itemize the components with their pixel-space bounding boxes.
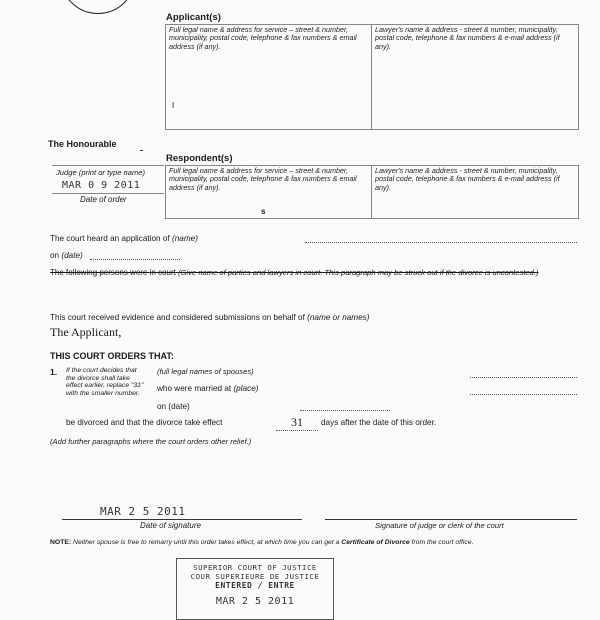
married-date-field[interactable] [300, 410, 390, 411]
on-hint: (date) [61, 251, 83, 260]
note-text-after: from the court office. [411, 539, 474, 546]
spouses-field[interactable] [470, 377, 577, 378]
persons-paragraph [50, 268, 578, 278]
heard-hint: (name) [172, 234, 198, 243]
order-side-note: If the court decides that the divorce shall take effect earlier, replace "31" with the smaller number. [66, 367, 144, 397]
note-bold: Certificate of Divorce [341, 539, 410, 546]
married-hint: (place) [233, 384, 259, 393]
days-text: days after the date of this order. [321, 418, 437, 427]
days-field-line [276, 430, 318, 431]
applicant-heading: Applicant(s) [166, 12, 221, 23]
applicant-box [165, 24, 579, 130]
persons-hint: (Give name of parties and lawyers in court. This paragraph may be struck out if the divorce is uncontested.) [178, 268, 539, 277]
evidence-text: This court received evidence and considered submissions on behalf of [50, 313, 305, 322]
orders-heading: THIS COURT ORDERS THAT: [50, 351, 174, 361]
applicant-mark: I [172, 101, 175, 110]
further-relief-note: (Add further paragraphs where the court orders other relief.) [50, 437, 252, 446]
on-date-field[interactable] [90, 259, 180, 260]
order-date-label: Date of order [80, 195, 127, 204]
stamp-line-2: COUR SUPERIEURE DE JUSTICE [190, 572, 320, 581]
note-label: NOTE: [50, 539, 72, 546]
signature-date-line [62, 519, 302, 520]
days-value[interactable]: 31 [291, 415, 303, 429]
evidence-handwritten: The Applicant, [50, 325, 122, 339]
married-line [157, 384, 258, 393]
on-line [50, 251, 83, 260]
court-seal [60, 0, 136, 14]
respondent-party-cell[interactable]: Full legal name & address for service – street & number, municipality, postal code, telephone & fax numbers & email address (if any). [169, 166, 357, 192]
persons-text: The following persons were in court [50, 268, 176, 277]
respondent-lawyer-cell[interactable]: Lawyer's name & address - street & number, municipality, postal code, telephone & fax numbers & e-mail address (if any). [375, 166, 560, 192]
applicant-party-cell[interactable]: Full legal name & address for service – street & number, municipality, postal code, telephone & fax numbers & email address (if any). [169, 25, 357, 51]
honourable-mark [140, 150, 143, 151]
heard-line [50, 234, 198, 243]
remarry-note [50, 539, 474, 546]
order-number: 1. [50, 367, 58, 377]
evidence-hint: (name or names) [307, 313, 370, 322]
married-place-field[interactable] [470, 394, 577, 395]
honourable-label: The Honourable [48, 139, 117, 149]
signature-label: Signature of judge or clerk of the court [375, 521, 504, 530]
order-date-line [52, 193, 164, 194]
respondent-box [165, 165, 579, 219]
on-date-hint: on (date) [157, 402, 190, 411]
order-date-stamp: MAR 0 9 2011 [62, 180, 141, 191]
judge-line [52, 165, 164, 166]
respondent-mark: s [261, 207, 266, 216]
applicant-lawyer-cell[interactable]: Lawyer's name & address - street & number, municipality, postal code, telephone & fax numbers & e-mail address (if any). [375, 25, 560, 51]
stamp-line-3: ENTERED / ENTRE [215, 581, 295, 590]
signature-date-label: Date of signature [140, 521, 201, 530]
stamp-line-4: MAR 2 5 2011 [215, 596, 295, 607]
heard-text: The court heard an application of [50, 234, 170, 243]
note-text-before: Neither spouse is free to remarry until this order takes effect, at which time you can get a [73, 539, 340, 546]
stamp-line-1: SUPERIOR COURT OF JUSTICE [193, 563, 317, 572]
signature-line[interactable] [325, 519, 577, 520]
evidence-line [50, 313, 370, 322]
respondent-heading: Respondent(s) [166, 153, 233, 164]
married-text: who were married at [157, 384, 232, 393]
signature-date-stamp: MAR 2 5 2011 [100, 505, 186, 518]
entered-stamp [176, 558, 334, 620]
spouses-hint: (full legal names of spouses) [157, 367, 254, 376]
heard-name-field[interactable] [305, 242, 577, 243]
judge-label: Judge (print or type name) [56, 168, 146, 177]
divorce-text: be divorced and that the divorce take effect [66, 418, 223, 427]
on-text: on [50, 251, 60, 260]
